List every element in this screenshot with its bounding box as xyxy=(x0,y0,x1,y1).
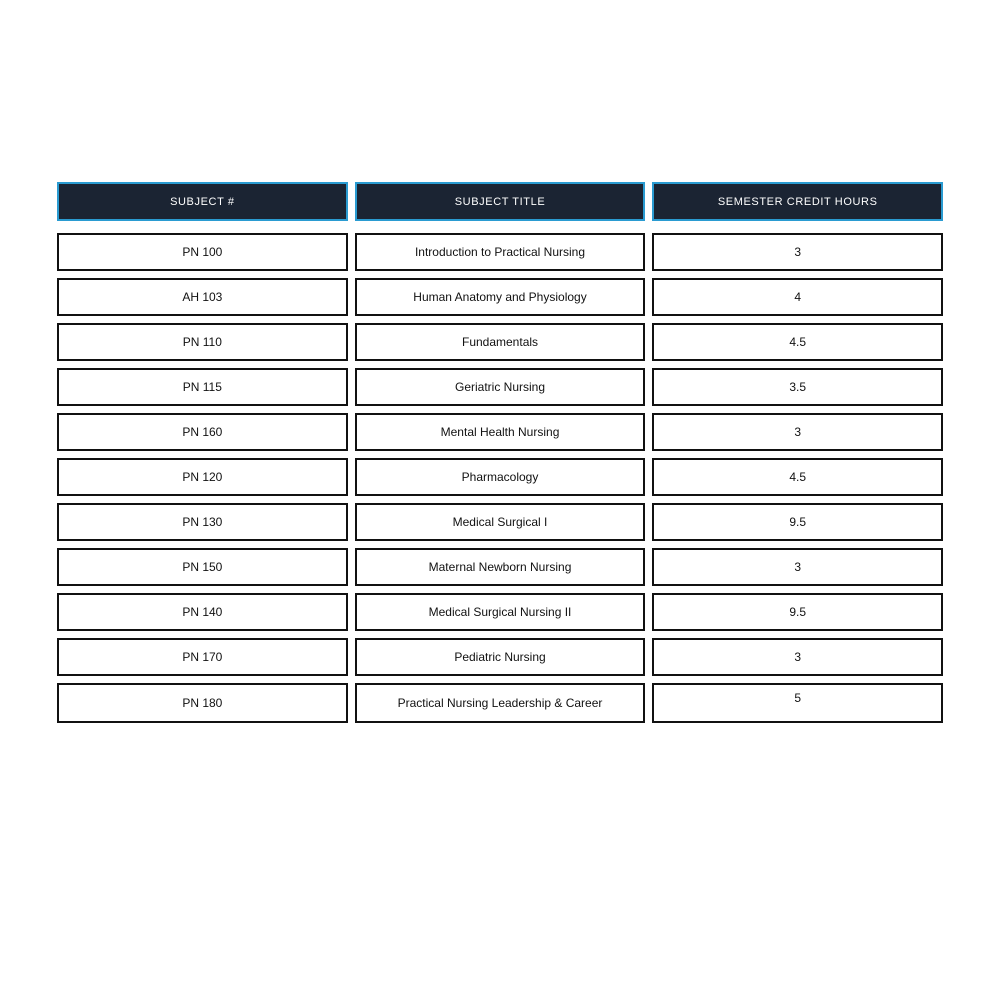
subject-title-cell: Maternal Newborn Nursing xyxy=(355,548,646,586)
credit-hours-cell: 3 xyxy=(652,548,943,586)
subject-number-cell: PN 150 xyxy=(57,548,348,586)
credit-hours-cell: 4.5 xyxy=(652,323,943,361)
credit-hours-cell: 9.5 xyxy=(652,593,943,631)
table-row xyxy=(57,503,943,541)
subject-number-cell: PN 140 xyxy=(57,593,348,631)
subject-title-cell: Geriatric Nursing xyxy=(355,368,646,406)
curriculum-table xyxy=(57,182,943,730)
subject-title-cell: Medical Surgical Nursing II xyxy=(355,593,646,631)
table-row xyxy=(57,278,943,316)
subject-title-cell: Practical Nursing Leadership & Career xyxy=(355,683,646,723)
subject-title-cell: Mental Health Nursing xyxy=(355,413,646,451)
table-row xyxy=(57,233,943,271)
subject-number-cell: PN 110 xyxy=(57,323,348,361)
credit-hours-cell: 3 xyxy=(652,638,943,676)
credit-hours-cell: 3.5 xyxy=(652,368,943,406)
credit-hours-cell: 3 xyxy=(652,413,943,451)
credit-hours-cell: 9.5 xyxy=(652,503,943,541)
subject-title-cell: Human Anatomy and Physiology xyxy=(355,278,646,316)
subject-number-cell: PN 130 xyxy=(57,503,348,541)
table-header-row xyxy=(57,182,943,221)
credit-hours-cell: 3 xyxy=(652,233,943,271)
header-subject-number: SUBJECT # xyxy=(57,182,348,221)
table-row xyxy=(57,368,943,406)
subject-title-cell: Pediatric Nursing xyxy=(355,638,646,676)
subject-title-cell: Pharmacology xyxy=(355,458,646,496)
subject-number-cell: PN 170 xyxy=(57,638,348,676)
table-row xyxy=(57,548,943,586)
header-subject-title: SUBJECT TITLE xyxy=(355,182,646,221)
table-row xyxy=(57,593,943,631)
subject-number-cell: AH 103 xyxy=(57,278,348,316)
subject-number-cell: PN 160 xyxy=(57,413,348,451)
subject-number-cell: PN 120 xyxy=(57,458,348,496)
subject-title-cell: Medical Surgical I xyxy=(355,503,646,541)
table-row xyxy=(57,413,943,451)
credit-hours-cell: 4 xyxy=(652,278,943,316)
subject-number-cell: PN 100 xyxy=(57,233,348,271)
subject-number-cell: PN 180 xyxy=(57,683,348,723)
table-row xyxy=(57,323,943,361)
header-credit-hours: SEMESTER CREDIT HOURS xyxy=(652,182,943,221)
table-row xyxy=(57,683,943,723)
subject-number-cell: PN 115 xyxy=(57,368,348,406)
subject-title-cell: Fundamentals xyxy=(355,323,646,361)
credit-hours-cell: 4.5 xyxy=(652,458,943,496)
table-row xyxy=(57,458,943,496)
credit-hours-cell: 5 xyxy=(652,683,943,723)
subject-title-cell: Introduction to Practical Nursing xyxy=(355,233,646,271)
table-row xyxy=(57,638,943,676)
